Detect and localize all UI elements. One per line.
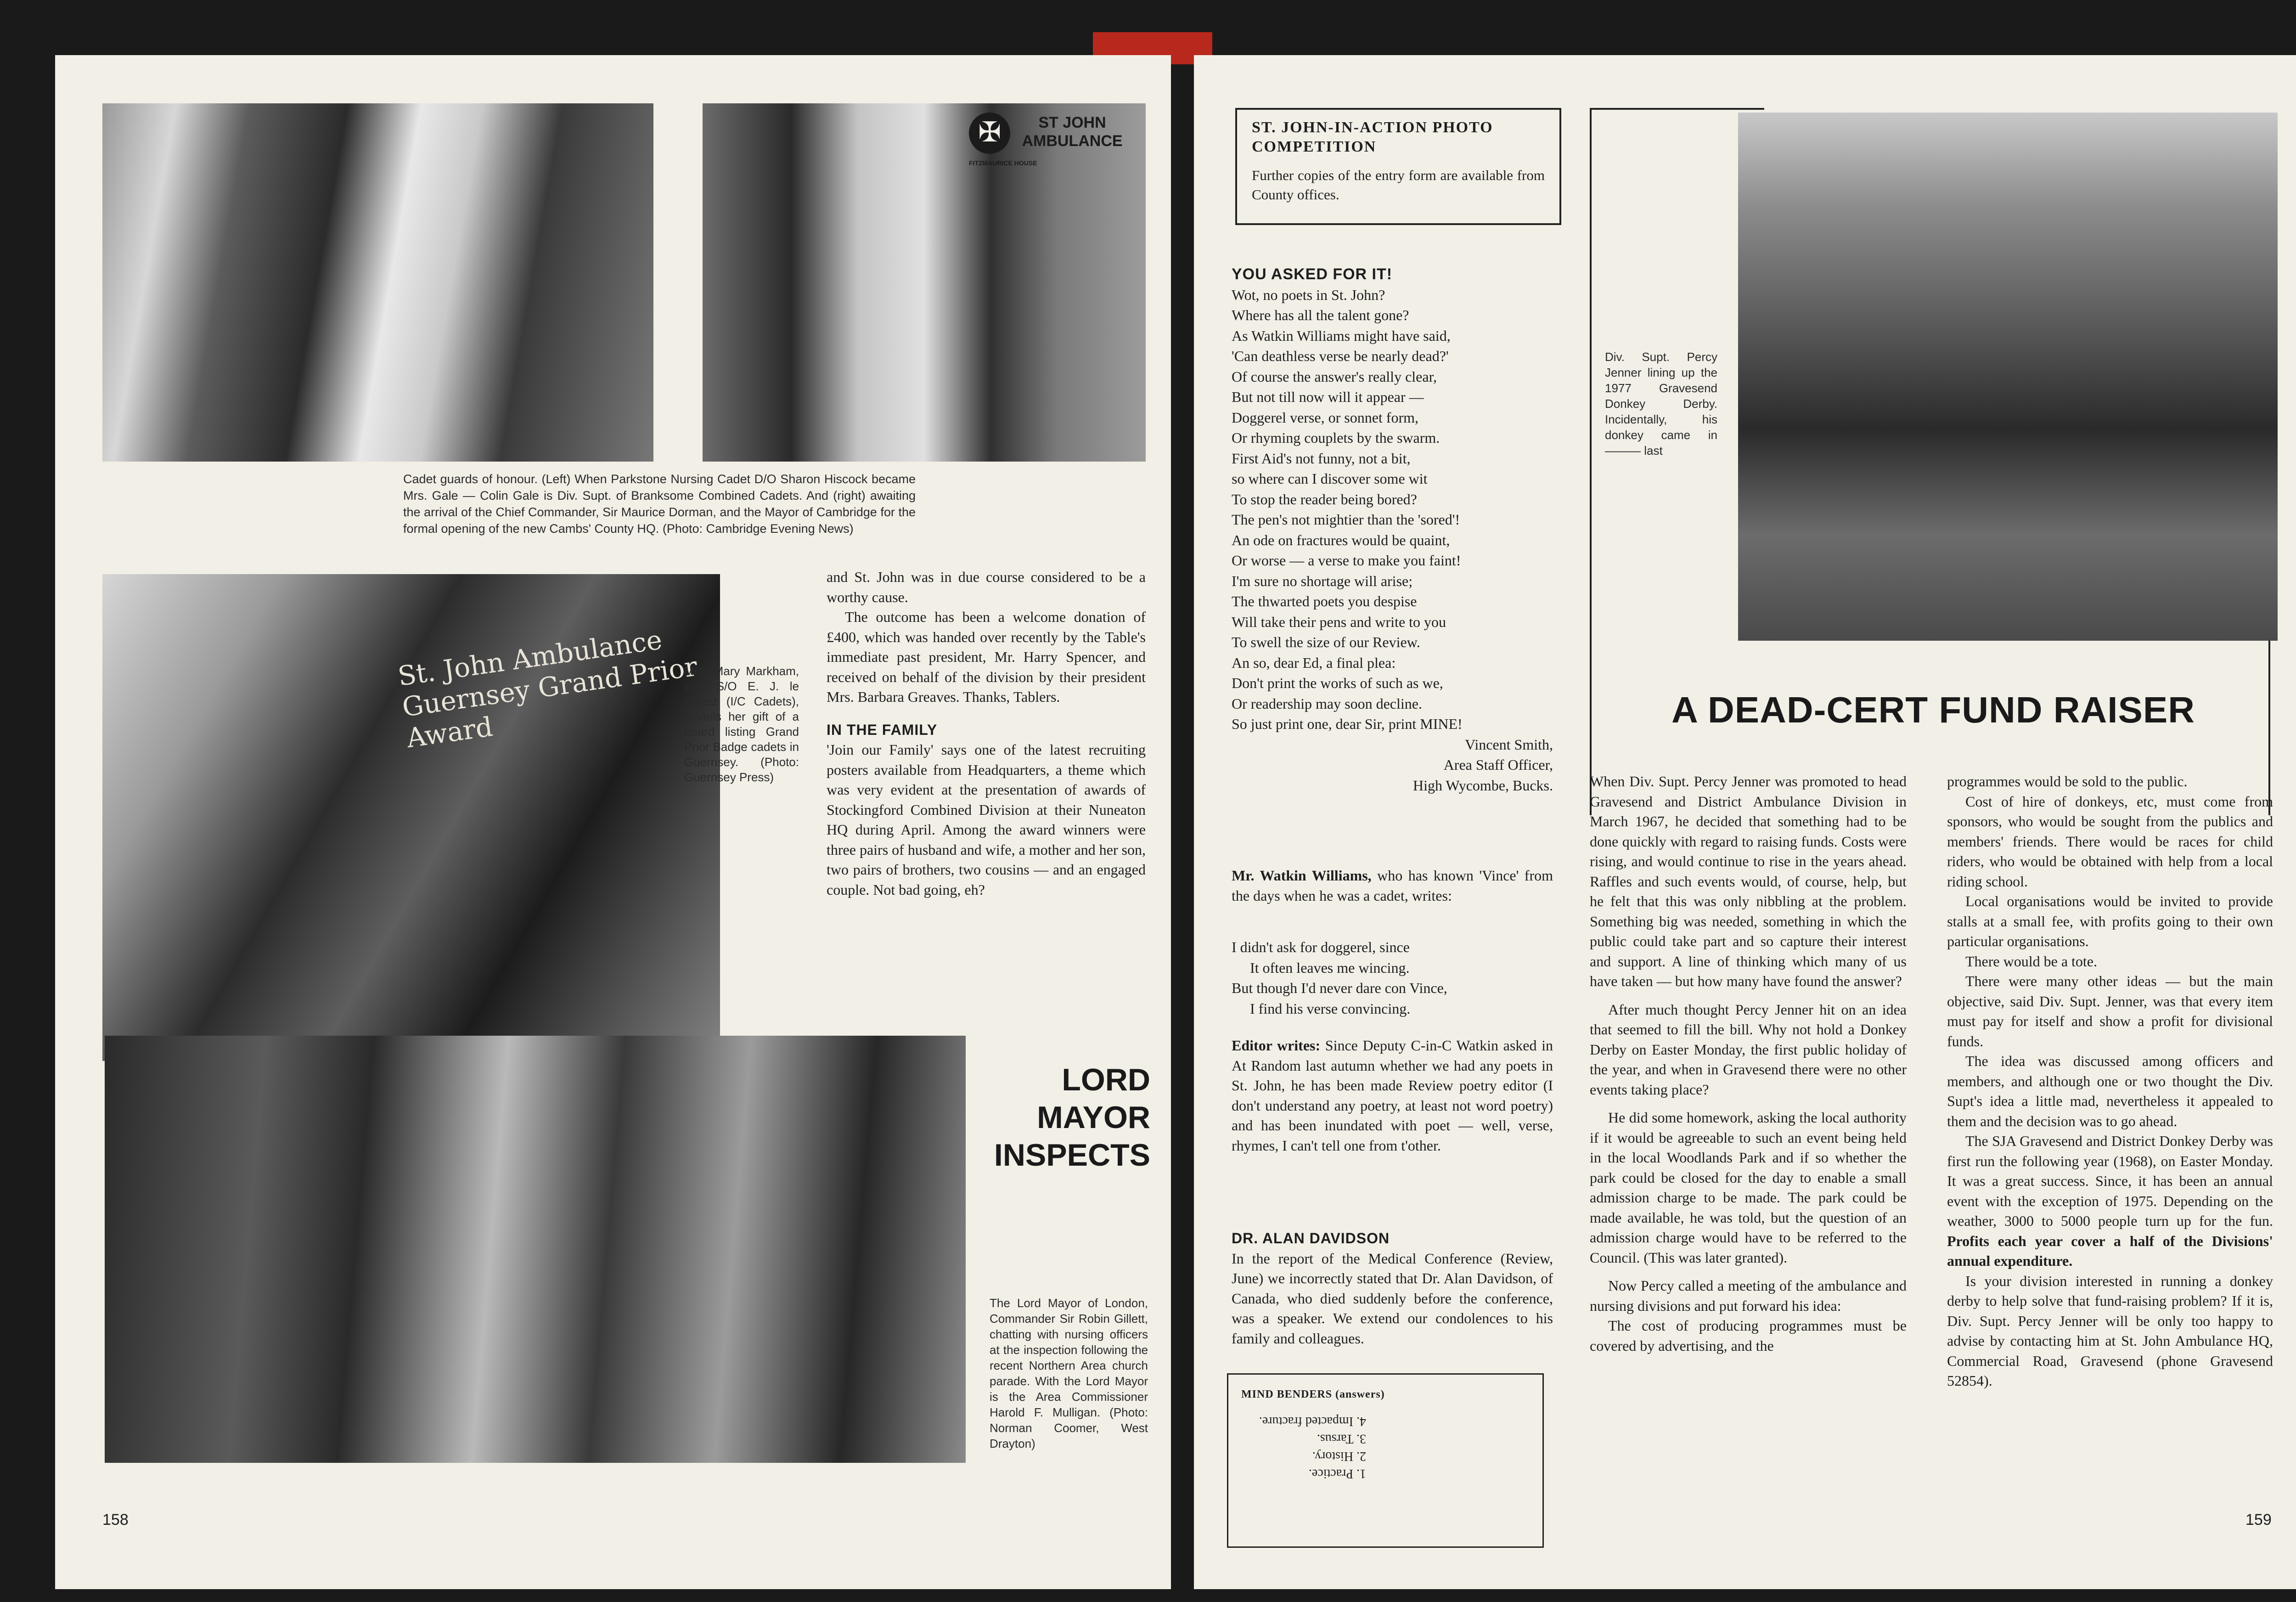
- caption-lord-mayor: The Lord Mayor of London, Commander Sir Robin Gillett, chatting with nursing officers at the inspection following the recent Northern Area church parade. With the Lord Mayor is the Area Commissioner Harold F. Mulligan. (Photo: Norman Coomer, West Drayton): [990, 1296, 1148, 1450]
- watkin-text: who has known 'Vince' from the days when he was a cadet, writes:: [1232, 867, 1553, 904]
- column-paragraph: and St. John was in due course considered to be a worthy cause.: [827, 569, 1146, 605]
- article-paragraph: After much thought Percy Jenner hit on an idea that seemed to fill the bill. Why not hold a Donkey Derby on Easter Monday, the first public holiday of the year, and when in Gravesend there were no other events taking place?: [1590, 1001, 1907, 1098]
- poem: [1232, 264, 1553, 795]
- poem-line: The pen's not mightier than the 'sored'!: [1232, 511, 1460, 528]
- family-heading: IN THE FAMILY: [827, 721, 938, 738]
- poem-line: Or readership may soon decline.: [1232, 695, 1422, 712]
- mind-bender-answer: 4. Impacted fracture.: [1259, 1414, 1366, 1428]
- poem-line: The thwarted poets you despise: [1232, 593, 1417, 609]
- poem-line: An ode on fractures would be quaint,: [1232, 531, 1450, 548]
- poem-line: An so, dear Ed, a final plea:: [1232, 654, 1396, 671]
- article-paragraph: He did some homework, asking the local authority if it would be agreeable to such an event being held in the local Woodlands Park and if so whether the park could be closed for the day to enable a small admission charge to be made. The park could be made available, he was told, but the question of an admission charge would have to be referred to the Council. (This was later granted).: [1590, 1109, 1907, 1266]
- poem-line: Wot, no poets in St. John?: [1232, 286, 1385, 303]
- wedding-photo: [102, 103, 653, 462]
- article-paragraph: Cost of hire of donkeys, etc, must come from sponsors, who would be sought from the publics and members' friends. There would be races for child riders, who would be obtained with help from a local riding school.: [1947, 793, 2273, 890]
- poem-line: To stop the reader being bored?: [1232, 491, 1417, 508]
- davidson-text: In the report of the Medical Conference (Review, June) we incorrectly stated that Dr. Alan Davidson, of Canada, who died suddenly before the conference, was a speaker. We extend our condolences to his family and colleagues.: [1232, 1250, 1553, 1347]
- st-john-cross-icon: ✠: [969, 113, 1010, 154]
- editor-text: Since Deputy C-in-C Watkin asked in At Random last autumn whether we had any poets in St. John, he has been made Review poetry editor (I don't understand any poetry, at least not word poetry) and has been inundated with poet — well, verse, rhymes, I can't tell one from t'other.: [1232, 1037, 1553, 1154]
- poem-line: so where can I discover some wit: [1232, 470, 1428, 487]
- st-john-logo: ST JOHN AMBULANCE: [1022, 114, 1123, 150]
- left-page: [55, 55, 1171, 1589]
- article-paragraph: The cost of producing programmes must be covered by advertising, and the: [1590, 1317, 1907, 1354]
- poem-line: Of course the answer's really clear,: [1232, 368, 1437, 385]
- board-unveiling-photo: [102, 574, 720, 1061]
- poem-line: Don't print the works of such as we,: [1232, 675, 1443, 691]
- article-paragraph: There would be a tote.: [1965, 953, 2097, 970]
- column-paragraph: The outcome has been a welcome donation of £400, which was handed over recently by the Table's immediate past president, Mr. Harry Spencer, and received on behalf of the division by their president Mrs. Barbara Greaves. Thanks, Tablers.: [827, 609, 1146, 705]
- poem-line: So just print one, dear Sir, print MINE!: [1232, 716, 1463, 732]
- cadets-photo: [703, 103, 1146, 462]
- frame-line-top: [1590, 108, 1764, 110]
- poem-line: But not till now will it appear —: [1232, 389, 1424, 405]
- reply-verse: [1232, 937, 1553, 1019]
- caption-donkey-derby: Div. Supt. Percy Jenner lining up the 1977 Gravesend Donkey Derby. Incidentally, his donkey came in ——— last: [1605, 350, 1717, 457]
- page-number: 159: [2245, 1511, 2272, 1529]
- article-paragraph: Local organisations would be invited to provide stalls at a small fee, with profits going to their own particular organisations.: [1947, 893, 2273, 949]
- poem-signature: High Wycombe, Bucks.: [1413, 777, 1553, 794]
- poem-signature: Vincent Smith,: [1465, 736, 1553, 753]
- article-paragraph: Is your division interested in running a donkey derby to help solve that fund-raising problem? If it is, Div. Supt. Percy Jenner will be only too happy to advise by contacting him at St. John Ambulance HQ, Commercial Road, Gravesend (phone Gravesend 52854).: [1947, 1272, 2273, 1389]
- caption-guards-of-honour: Cadet guards of honour. (Left) When Parkstone Nursing Cadet D/O Sharon Hiscock became Mrs. Gale — Colin Gale is Div. Supt. of Branksome Combined Cadets. And (right) awaiting the arrival of the Chief Commander, Sir Maurice Dorman, and the Mayor of Cambridge for the formal opening of the new Cambs' County HQ. (Photo: Cambridge Evening News): [403, 472, 916, 536]
- davidson-heading: DR. ALAN DAVIDSON: [1232, 1230, 1390, 1247]
- headline-dead-cert: A DEAD-CERT FUND RAISER: [1671, 689, 2195, 730]
- mind-bender-answer: 2. History.: [1312, 1449, 1366, 1463]
- mind-benders-box: [1227, 1373, 1544, 1548]
- article-paragraph: The idea was discussed among officers and members, and although one or two thought the Div. Supt's idea a little mad, nevertheless it appealed to them and the decision was to go ahead.: [1947, 1053, 2273, 1129]
- donkey-derby-photo: [1738, 113, 2278, 641]
- watkin-reply: [1232, 866, 1553, 906]
- reply-line: I didn't ask for doggerel, since: [1232, 939, 1410, 955]
- family-paragraph: 'Join our Family' says one of the latest recruiting posters available from Headquarters, a theme which was very evident at the presentation of awards of Stockingford Combined Division at their Nuneaton HQ during April. Among the award winners were three pairs of husband and wife, a mother and her son, two pairs of brothers, two cousins — and an engaged couple. Not bad going, eh?: [827, 741, 1146, 898]
- article-column-1: [1590, 772, 1907, 1356]
- page-number: 158: [102, 1511, 129, 1529]
- competition-title: ST. JOHN-IN-ACTION PHOTO COMPETITION: [1252, 119, 1493, 155]
- article-paragraph: programmes would be sold to the public.: [1947, 773, 2188, 790]
- right-page: [1194, 55, 2296, 1589]
- mind-bender-answer: 3. Tarsus.: [1317, 1432, 1366, 1446]
- article-paragraph: Now Percy called a meeting of the ambulance and nursing divisions and put forward his idea:: [1590, 1277, 1907, 1314]
- poem-line: Doggerel verse, or sonnet form,: [1232, 409, 1418, 426]
- poem-heading: YOU ASKED FOR IT!: [1232, 265, 1393, 283]
- reply-line: But though I'd never dare con Vince,: [1232, 980, 1447, 996]
- poem-signature: Area Staff Officer,: [1443, 756, 1553, 773]
- article-column-2: [1947, 772, 2273, 1391]
- mind-bender-answer: 1. Practice.: [1308, 1467, 1366, 1481]
- reply-line: I find his verse convincing.: [1250, 1000, 1411, 1017]
- poem-line: Or rhyming couplets by the swarm.: [1232, 429, 1440, 446]
- mind-benders-title: MIND BENDERS (answers): [1241, 1388, 1385, 1400]
- lord-mayor-photo: [105, 1036, 966, 1463]
- reply-line: It often leaves me wincing.: [1250, 959, 1410, 976]
- poem-line: Where has all the talent gone?: [1232, 307, 1409, 323]
- poem-line: I'm sure no shortage will arise;: [1232, 572, 1413, 589]
- competition-box: [1235, 108, 1561, 225]
- poem-line: Or worse — a verse to make you faint!: [1232, 552, 1461, 569]
- board-heading: St. John Ambulance Guernsey Grand Prior Award: [396, 624, 699, 754]
- poem-line: Will take their pens and write to you: [1232, 613, 1446, 630]
- poem-line: First Aid's not funny, not a bit,: [1232, 450, 1411, 467]
- frame-line-left: [1590, 108, 1592, 815]
- competition-text: Further copies of the entry form are available from County offices.: [1252, 167, 1545, 203]
- headline-lord-mayor: LORD MAYOR INSPECTS: [994, 1062, 1150, 1173]
- mind-benders-answers-upside-down: [1247, 1412, 1522, 1482]
- editor-lead: Editor writes:: [1232, 1037, 1321, 1054]
- left-column-text: [827, 567, 1146, 900]
- poem-line: As Watkin Williams might have said,: [1232, 327, 1451, 344]
- editor-note: [1232, 1036, 1553, 1156]
- article-paragraph: When Div. Supt. Percy Jenner was promoted to head Gravesend and District Ambulance Division in March 1967, he decided that something had to be done quickly with regard to raising funds. Costs were rising, and would continue to rise in the years ahead. Raffles and such events would, of course, help, but he felt that this was only nibbling at the problem. Something big was needed, something in which the public could take part and so capture their interest and support. A line of thinking which many of us have taken — but how many have found the answer?: [1590, 773, 1907, 989]
- article-paragraph: There were many other ideas — but the main objective, said Div. Supt. Jenner, was that every item must pay for itself and show a profit for divisional funds.: [1947, 973, 2273, 1049]
- poem-line: 'Can deathless verse be nearly dead?': [1232, 348, 1449, 364]
- building-sign: FITZMAURICE HOUSE: [969, 159, 1037, 167]
- davidson-section: [1232, 1229, 1553, 1348]
- caption-board-unveiling: Mrs. Mary Markham, with S/O E. J. le Gallez (I/C Cadets), unveils her gift of a board listing Grand Prior Badge cadets in Guernsey. (Photo: Guernsey Press): [684, 664, 799, 784]
- article-bold-sentence: Profits each year cover a half of the Divisions' annual expenditure.: [1947, 1232, 2273, 1269]
- watkin-lead: Mr. Watkin Williams,: [1232, 867, 1372, 884]
- poem-line: To swell the size of our Review.: [1232, 634, 1420, 650]
- article-paragraph: The SJA Gravesend and District Donkey Derby was first run the following year (1968), on Easter Monday. It was a great success. Since, it has been an annual event with the exception of 1975. Depending on the weather, 3000 to 5000 people turn up for the fun.: [1947, 1133, 2273, 1229]
